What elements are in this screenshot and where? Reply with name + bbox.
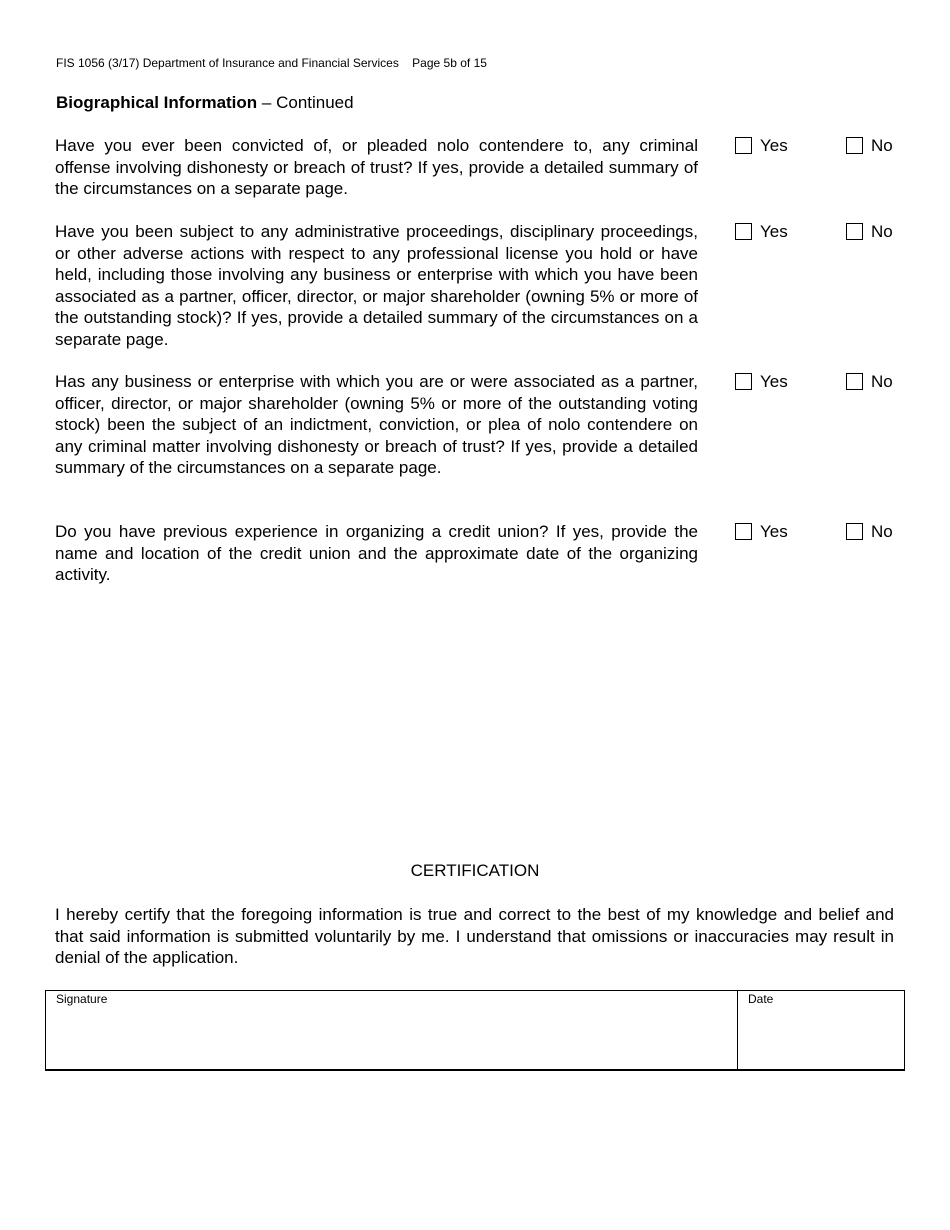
signature-field[interactable] (46, 991, 738, 1069)
question-3-yes-option[interactable] (735, 371, 788, 393)
question-4-no-checkbox[interactable] (846, 523, 863, 540)
question-2-yes-option[interactable] (735, 221, 788, 243)
question-1-yes-label: Yes (760, 136, 788, 155)
question-3-no-option[interactable] (846, 371, 893, 393)
section-title-bold: Biographical Information (56, 93, 258, 112)
date-field[interactable] (738, 991, 904, 1069)
date-label: Date (748, 992, 774, 1006)
question-3-no-checkbox[interactable] (846, 373, 863, 390)
question-2-no-checkbox[interactable] (846, 223, 863, 240)
section-title (56, 93, 354, 113)
question-4-yes-checkbox[interactable] (735, 523, 752, 540)
question-1-no-checkbox[interactable] (846, 137, 863, 154)
question-3-text: Has any business or enterprise with which you are or were associated as a partner, officer, director, or major shareholder (owning 5% or more of the outstanding voting stock) been the subject of an indictment, conviction, or plea of nolo contendere on any criminal matter involving dishonesty or breach of trust? If yes, provide a detailed summary of the circumstances on a separate page. (55, 372, 698, 477)
question-3-yes-checkbox[interactable] (735, 373, 752, 390)
question-1-yes-option[interactable] (735, 135, 788, 157)
question-1-no-option[interactable] (846, 135, 893, 157)
question-4-no-label: No (871, 522, 893, 541)
page-header: FIS 1056 (3/17) Department of Insurance and Financial Services Page 5b of 15 (56, 56, 487, 70)
question-1-yes-checkbox[interactable] (735, 137, 752, 154)
section-title-continued: – Continued (257, 93, 354, 112)
certification-statement: I hereby certify that the foregoing information is true and correct to the best of my knowledge and belief and that said information is submitted voluntarily by me. I understand that omissions or inaccuracies may result in denial of the application. (55, 905, 894, 967)
question-2-yes-checkbox[interactable] (735, 223, 752, 240)
question-3-yes-label: Yes (760, 372, 788, 391)
signature-table (45, 990, 905, 1071)
question-4-yes-label: Yes (760, 522, 788, 541)
question-2-yes-label: Yes (760, 222, 788, 241)
signature-label: Signature (56, 992, 108, 1006)
question-2-no-option[interactable] (846, 221, 893, 243)
question-3-no-label: No (871, 372, 893, 391)
question-1-text: Have you ever been convicted of, or pleaded nolo contendere to, any criminal offense involving dishonesty or breach of trust? If yes, provide a detailed summary of the circumstances on a separate page. (55, 136, 698, 198)
question-1-no-label: No (871, 136, 893, 155)
question-2-text: Have you been subject to any administrative proceedings, disciplinary proceedings, or other adverse actions with respect to any professional license you hold or have held, including those involving any business or enterprise with which you have been associated as a partner, officer, director, or major shareholder (owning 5% or more of the outstanding stock)? If yes, provide a detailed summary of the circumstances on a separate page. (55, 222, 698, 349)
question-4-text: Do you have previous experience in organizing a credit union? If yes, provide the name and location of the credit union and the approximate date of the organizing activity. (55, 522, 698, 584)
certification-title: CERTIFICATION (410, 861, 540, 880)
question-4-no-option[interactable] (846, 521, 893, 543)
question-4-yes-option[interactable] (735, 521, 788, 543)
question-2-no-label: No (871, 222, 893, 241)
